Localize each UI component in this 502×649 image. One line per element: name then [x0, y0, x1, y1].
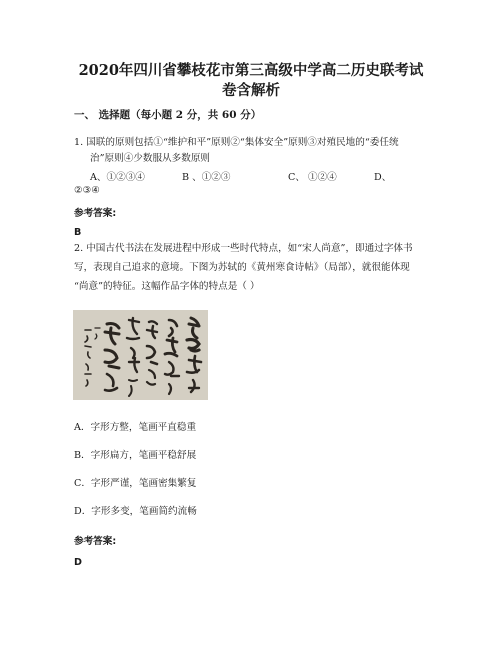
question-2-answer: D [74, 557, 82, 568]
question-1-option-c: C、 ①②④ [288, 172, 337, 183]
question-1-text-line2: 治”原则④少数服从多数原则 [90, 153, 211, 164]
calligraphy-strokes [73, 310, 208, 400]
question-2-text-line1: 2. 中国古代书法在发展进程中形成一些时代特点，如“宋人尚意”，即通过字体书 [74, 243, 413, 254]
question-2-option-d: D．字形多变，笔画简约流畅 [74, 506, 197, 517]
document-title-line2: 卷含解析 [222, 82, 280, 99]
question-1-answer-label: 参考答案: [74, 208, 117, 219]
question-1-option-b: B 、①②③ [182, 172, 231, 183]
question-2-option-b: B．字形扁方，笔画平稳舒展 [74, 450, 197, 461]
question-1-option-d: D、 [374, 172, 392, 183]
question-1-answer: B [74, 227, 82, 238]
question-2-answer-label: 参考答案: [74, 536, 117, 547]
question-2-option-c: C．字形严谨，笔画密集繁复 [74, 478, 197, 489]
question-1-text-line1: 1. 国联的原则包括①“维护和平”原则②“集体安全”原则③对殖民地的“委任统 [74, 137, 399, 148]
calligraphy-image [73, 310, 208, 400]
question-2-option-a: A．字形方整，笔画平直稳重 [74, 422, 197, 433]
question-2-text-line3: “尚意”的特征。这幅作品字体的特点是（ ） [74, 281, 260, 292]
question-1-option-d-continued: ②③④ [74, 185, 100, 196]
question-1-option-a: A、①②③④ [90, 172, 145, 183]
question-2-text-line2: 写，表现自己追求的意境。下图为苏轼的《黄州寒食诗帖》（局部），就很能体现 [74, 262, 410, 273]
document-title-line1: 2020年四川省攀枝花市第三高级中学高二历史联考试 [78, 62, 424, 79]
section-heading: 一、 选择题（每小题 2 分，共 60 分） [74, 109, 262, 121]
